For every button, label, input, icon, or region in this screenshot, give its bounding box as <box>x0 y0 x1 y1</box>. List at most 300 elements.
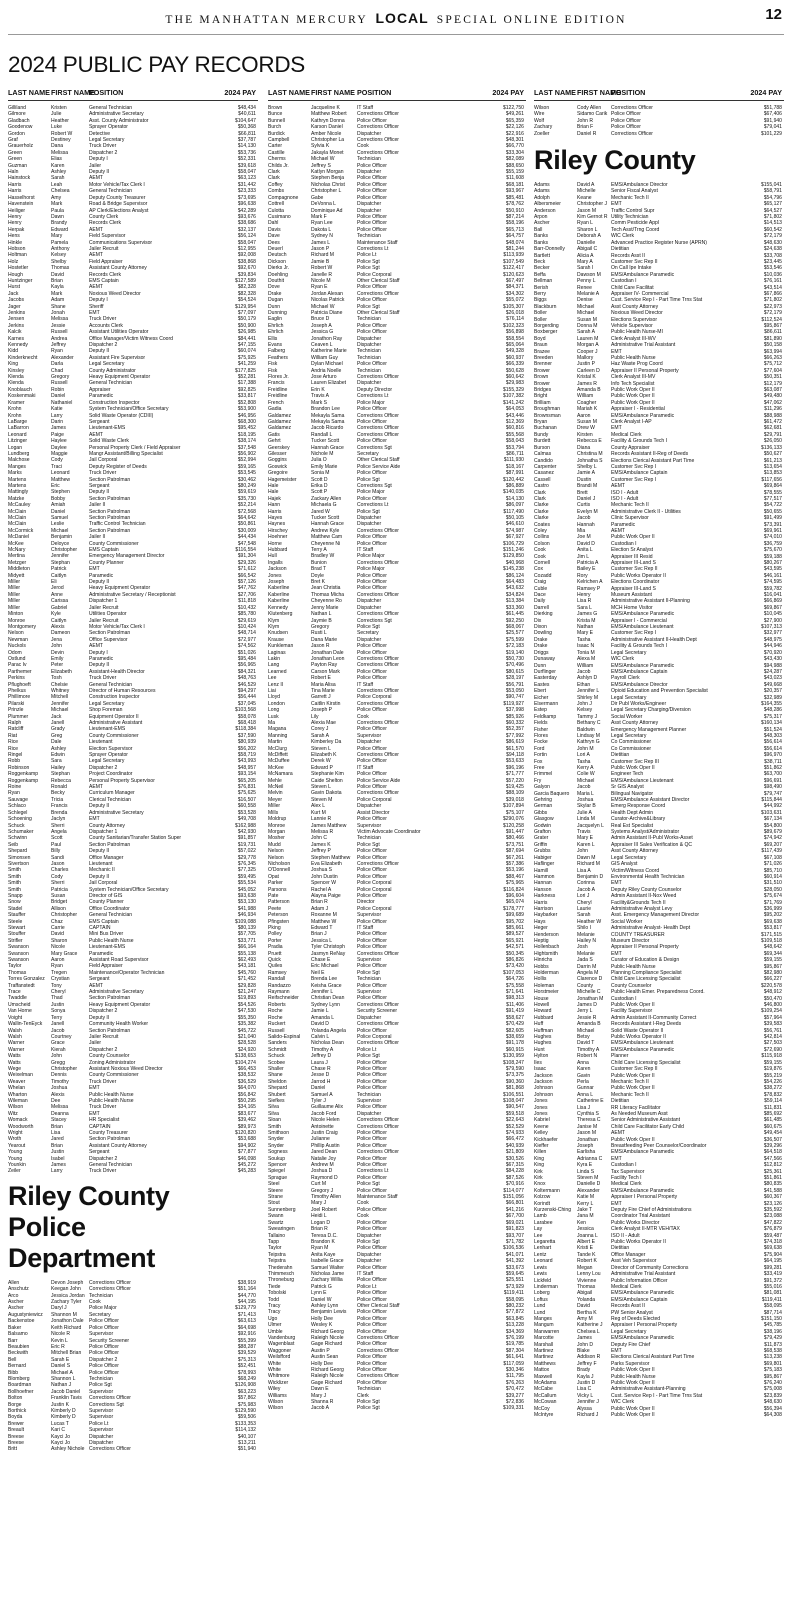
pay: $56,902 <box>237 450 256 457</box>
pay: $42,814 <box>763 1034 782 1041</box>
last-name: Jones <box>268 572 282 579</box>
position: CAPTAIN <box>89 925 111 931</box>
position: Appraiser II Personal Property <box>611 944 679 951</box>
pay: $73,375 <box>505 1072 524 1079</box>
first-name: Melanie <box>577 931 595 938</box>
first-name: Daniel R <box>577 130 597 137</box>
first-name: Kyle <box>51 611 61 618</box>
position: Dispatcher <box>357 598 382 605</box>
pay: $58,047 <box>237 239 256 246</box>
position: Admin Assistant II-Nox Weed <box>611 893 677 900</box>
first-name: Billy <box>51 848 61 855</box>
last-name: Boller <box>534 310 547 317</box>
position: Police Officer <box>357 1277 387 1284</box>
last-name: Backenstoe <box>8 1318 35 1325</box>
last-name: McCormick <box>8 527 34 534</box>
first-name: Matthew <box>51 476 71 483</box>
last-name: Gadia <box>268 406 282 413</box>
last-name: Quiles <box>268 963 283 970</box>
masthead-edition: SPECIAL ONLINE EDITION <box>436 14 627 26</box>
position: Public Health Nurse <box>89 1097 134 1104</box>
first-name: Joe M <box>577 534 591 541</box>
position: Dispatcher <box>357 803 382 810</box>
pay: $40,107 <box>237 1433 256 1440</box>
pay: $26,985 <box>237 329 256 336</box>
first-name: Sarah <box>577 912 591 919</box>
first-name: Lisa C <box>577 1386 592 1393</box>
last-name: Strifler <box>8 937 23 944</box>
first-name: Adam <box>51 297 65 304</box>
first-name: Christopher <box>51 912 78 919</box>
last-name: Graf <box>8 137 18 144</box>
last-name: Buchanan <box>534 425 557 432</box>
last-name: Gilesser <box>268 450 287 457</box>
first-name: Vivienne <box>577 1277 597 1284</box>
position: Office Manager/Victim Witness Coord <box>89 335 173 342</box>
position: EMS/Ambulance Captain <box>611 668 668 675</box>
last-name: Clark <box>534 489 546 496</box>
position: Field Supervisor <box>89 233 126 240</box>
last-name: Porter <box>268 937 282 944</box>
first-name: Travis <box>577 829 591 836</box>
last-name: Nelson <box>268 848 284 855</box>
position: Emergency Management Director <box>89 553 165 560</box>
pay: $44,992 <box>763 803 782 810</box>
pay: $80,249 <box>237 482 256 489</box>
pay: $80,835 <box>763 1181 782 1188</box>
first-name: Michael A <box>51 1369 73 1376</box>
pay: $67,134 <box>763 816 782 823</box>
first-name: Melissa <box>51 149 69 156</box>
first-name: Christopher <box>51 547 78 554</box>
last-name: Collins <box>534 534 550 541</box>
first-name: Drew W <box>577 425 595 432</box>
pay: $53,546 <box>763 265 782 272</box>
last-name: Galdamez <box>268 412 292 419</box>
position: Equipment Operator II <box>89 713 139 720</box>
pay: $24,638 <box>763 246 782 253</box>
position: General Technician <box>89 681 133 688</box>
pay: $76,831 <box>237 784 256 791</box>
first-name: Jonathan Leon <box>311 655 345 662</box>
position: Administrative Trial Assistant <box>611 1271 676 1278</box>
pay: $11,873 <box>764 1341 782 1348</box>
pay: $48,303 <box>763 732 782 739</box>
pay: $162,988 <box>234 822 256 829</box>
position: Corrections Officer <box>357 655 399 662</box>
pay: $120,623 <box>502 271 524 278</box>
last-name: Wilson <box>268 1405 284 1412</box>
first-name: Kari C <box>51 1427 66 1434</box>
pay: $66,227 <box>763 976 782 983</box>
last-name: Bundy <box>534 431 549 438</box>
first-name: Jaclyn <box>51 816 66 823</box>
last-name: Boyd <box>534 335 546 342</box>
first-name: Jeffrey F <box>577 1360 597 1367</box>
last-name: Kirk <box>534 1168 543 1175</box>
position: Police Officer <box>357 1322 387 1329</box>
last-name: Coffey <box>268 181 283 188</box>
first-name: Sara <box>51 758 62 765</box>
pay: $109,088 <box>234 918 256 925</box>
pay: $30,009 <box>237 527 256 534</box>
first-name: Jennifer L <box>311 989 334 996</box>
first-name: Alexis <box>51 623 65 630</box>
last-name: Clark <box>268 169 280 176</box>
first-name: Garrett J <box>311 694 331 701</box>
pay: $103,568 <box>234 707 256 714</box>
first-name: Anne <box>51 591 63 598</box>
pay: $61,570 <box>505 745 524 752</box>
position: ISO I - Adult <box>611 489 639 496</box>
first-name: Leah <box>51 181 63 188</box>
pay: $16,507 <box>237 796 256 803</box>
header-last-name: LAST NAME <box>268 88 310 97</box>
pay: $55,159 <box>505 169 524 176</box>
position: Child Care Facilitat <box>611 284 654 291</box>
first-name: Katie <box>51 406 63 413</box>
last-name: Metzger <box>8 559 27 566</box>
last-name: Woodworth <box>8 1123 34 1130</box>
last-name: Sivertson <box>8 860 30 867</box>
position: Police Officer <box>357 668 387 675</box>
position: Police Officer <box>357 585 387 592</box>
position: Truck Driver <box>89 1104 117 1111</box>
position: Election Supervisor <box>89 745 133 752</box>
first-name: Kyra E <box>577 1162 593 1169</box>
first-name: Jose Arturo <box>311 374 337 381</box>
pay: $56,791 <box>505 681 524 688</box>
position: Dispatcher <box>89 1433 114 1440</box>
pay: $116,824 <box>503 886 524 893</box>
last-name: Eastes <box>534 681 550 688</box>
position: Payroll Clerk <box>611 675 640 682</box>
pay: $10,036 <box>763 271 782 278</box>
pay: $96,196 <box>505 764 524 771</box>
first-name: Raymond D <box>311 1174 338 1181</box>
first-name: Robert E <box>311 675 331 682</box>
pay: $48,630 <box>763 239 782 246</box>
last-name: Robinson <box>8 764 30 771</box>
position: Corrections Officer <box>357 1149 399 1156</box>
last-name: Stadel <box>8 905 23 912</box>
position: Supervisor <box>357 822 382 829</box>
pay: $151,150 <box>760 1315 782 1322</box>
pay: $30,526 <box>505 1155 524 1162</box>
first-name: Danielle <box>577 239 596 246</box>
position: Custodian I <box>611 1162 637 1169</box>
first-name: Gage Richard <box>311 1341 343 1348</box>
last-name: Kidd <box>8 348 19 355</box>
last-name: Newman <box>8 636 28 643</box>
position: Records Clerk <box>89 271 121 278</box>
position: IT Staff <box>357 764 374 771</box>
last-name: Fox <box>534 758 543 765</box>
position: Cook <box>357 1200 369 1207</box>
position: Police Sgt <box>357 1405 380 1412</box>
position: Corrections Officer <box>357 1040 399 1047</box>
pay: $13,853 <box>763 470 782 477</box>
first-name: Courtney <box>51 1033 72 1040</box>
last-name: Grafton <box>534 829 551 836</box>
pay: $92,916 <box>237 1331 256 1338</box>
position: AEMT <box>89 982 104 989</box>
first-name: Julie A <box>577 809 592 816</box>
last-name: Clarke <box>534 502 549 509</box>
position: Solid Waste Clerk <box>89 438 129 445</box>
pay: $77,872 <box>505 1309 524 1316</box>
position: Deputy I <box>89 297 108 304</box>
first-name: Gabriel <box>51 604 68 611</box>
last-name: McAdams <box>534 1380 557 1386</box>
pay: $57,964 <box>763 1014 782 1021</box>
first-name: Daniel W <box>311 1296 332 1303</box>
pay: $103,631 <box>760 809 782 816</box>
position: EMS/Ambulance Paramedic <box>611 611 675 618</box>
pay: $64,195 <box>763 1258 782 1265</box>
last-name: Compagnone <box>268 194 299 201</box>
pay: $118,384 <box>235 726 256 733</box>
position: Supervisor <box>89 1414 114 1421</box>
last-name: Siefkes <box>268 1097 285 1104</box>
position: WIC Clerk <box>611 233 634 240</box>
position: Police Officer <box>89 1318 119 1325</box>
position: Corrections Officer <box>357 111 399 118</box>
last-name: McDuffee <box>268 758 290 765</box>
position: Technician <box>357 1091 381 1098</box>
pay: $65,074 <box>505 899 524 906</box>
last-name: Kieffer <box>534 1142 549 1149</box>
last-name: Twaddle <box>8 995 27 1002</box>
last-name: Fry <box>534 777 542 784</box>
position: Co Commissioner <box>611 739 652 746</box>
pay: $43,430 <box>763 656 782 663</box>
position: Corrections Officer <box>357 290 399 297</box>
position: Motor Vehicle/Tax Clerk I <box>89 623 145 630</box>
first-name: Elizabeth <box>51 668 72 675</box>
last-name: Klym <box>268 623 280 630</box>
position: IT Staff <box>357 105 374 111</box>
last-name: Henry <box>8 220 22 227</box>
position: Police Lt <box>357 1283 377 1290</box>
header-last-name: LAST NAME <box>534 88 576 97</box>
last-name: Lickfeld <box>534 1277 552 1284</box>
pay: $51,026 <box>237 649 256 656</box>
pay: $57,862 <box>237 1395 256 1402</box>
pay: $49,480 <box>763 393 782 400</box>
pay: $23,445 <box>763 258 782 265</box>
position: Dispatcher <box>357 201 382 208</box>
last-name: McCallum <box>534 1392 557 1399</box>
position: Police Officer <box>357 1155 387 1162</box>
last-name: Clarke <box>534 508 549 515</box>
first-name: Payton Ray <box>311 662 338 669</box>
last-name: Strane <box>268 1194 283 1201</box>
pay: $88,287 <box>237 1343 256 1350</box>
first-name: Janell <box>51 720 65 726</box>
last-name: Gehring <box>534 797 552 804</box>
position: Police Service Aide <box>357 463 401 470</box>
first-name: Jamie L <box>311 1008 329 1015</box>
last-name: Geerskey <box>268 444 290 451</box>
masthead-title <box>8 10 784 26</box>
last-name: Krause <box>268 636 284 643</box>
position: Police Officer <box>357 175 387 182</box>
last-name: Miller <box>8 591 21 598</box>
position: Public Work Oper II <box>611 1002 655 1009</box>
last-name: Bunce <box>268 111 283 118</box>
first-name: Amiah <box>51 502 66 509</box>
pay: $65,205 <box>237 777 256 784</box>
header-position: POSITION <box>89 88 124 97</box>
last-name: Brazee <box>534 348 550 355</box>
position: Corrections Officer <box>357 611 399 618</box>
position: AEMT <box>89 252 104 259</box>
position: Assistant Utilities Operator <box>89 329 149 336</box>
last-name: Mosher <box>268 835 285 842</box>
position: Police Officer <box>357 284 387 291</box>
last-name: Ellis <box>268 335 278 342</box>
pay: $95,867 <box>763 963 782 970</box>
header-position: POSITION <box>611 88 646 97</box>
position: Police Sgt <box>357 623 380 630</box>
first-name: Kristal K <box>577 374 596 381</box>
position: Clinic Supervisor <box>611 515 649 522</box>
last-name: Cook <box>534 553 546 560</box>
position: Custodian I <box>611 995 637 1002</box>
pay: $53,130 <box>237 899 256 906</box>
last-name: Snapp <box>8 892 23 899</box>
pay: $220,578 <box>760 982 782 989</box>
last-name: Hubbard <box>534 1014 554 1021</box>
position: Section Patrolman <box>89 1027 131 1034</box>
first-name: Anna <box>577 1059 589 1066</box>
position: Asst Veh Supervisor <box>611 1258 657 1265</box>
pay: $36,999 <box>763 905 782 912</box>
pay: $29,983 <box>505 380 524 387</box>
pay: $41,988 <box>237 905 256 912</box>
last-name: Manges <box>8 463 26 470</box>
position: County Sanitarian/Transfer Station Super <box>89 835 182 842</box>
first-name: Mark <box>51 290 63 297</box>
first-name: Jared <box>51 1136 64 1143</box>
first-name: Teresa D.C. <box>311 1232 338 1239</box>
last-name: Minton <box>8 611 24 618</box>
position: Corrections Lt <box>357 393 389 400</box>
last-name: Wilson <box>268 1399 284 1406</box>
pay: $76,263 <box>505 1379 524 1386</box>
last-name: Clark <box>268 175 280 182</box>
last-name: Arco <box>8 1292 19 1299</box>
last-name: Waggoner <box>268 1347 292 1354</box>
position: Public Work Oper II <box>611 1367 655 1374</box>
position: Police Officer <box>357 361 387 368</box>
pay: $24,287 <box>763 668 782 675</box>
last-name: Mills <box>268 809 279 816</box>
first-name: Justin Craig <box>311 1130 338 1136</box>
pay: $80,615 <box>505 668 524 675</box>
position: Public Health Emer. Preparedness Coord. <box>611 989 705 996</box>
position: Supervisor <box>89 1331 114 1338</box>
first-name: Hailey <box>51 764 66 771</box>
last-name: Daily <box>534 598 546 605</box>
position: Police Officer <box>357 726 387 733</box>
pay: $48,642 <box>763 944 782 951</box>
position: Corrections Officer <box>357 149 399 156</box>
position: CAPTAIN <box>89 1123 111 1130</box>
pay: $86,711 <box>506 450 524 457</box>
position: Police Officer <box>357 963 387 970</box>
first-name: Sara L <box>577 604 592 611</box>
position: Dispatcher 2 <box>89 764 118 771</box>
position: Dispatcher <box>357 169 382 176</box>
pay: $39,618 <box>237 162 256 169</box>
position: Truck Driver <box>89 143 117 150</box>
pay: $53,794 <box>505 444 524 451</box>
position: Cust. Service Rep I - Part Time Trns Stat <box>611 297 703 304</box>
pay: $56,842 <box>237 1091 256 1098</box>
first-name: John <box>577 848 588 855</box>
pay: $58,196 <box>505 220 524 227</box>
last-name: Ugo <box>268 1315 278 1322</box>
last-name: Plummer <box>8 713 29 720</box>
last-name: Jones <box>534 1110 548 1117</box>
first-name: Denise <box>577 297 593 304</box>
pay: $86,124 <box>505 572 524 579</box>
first-name: Elizabeth K <box>311 752 337 759</box>
first-name: James D <box>577 1002 597 1009</box>
last-name: Wege <box>8 1065 22 1072</box>
last-name: Koskenmaki <box>8 393 36 400</box>
position: IT Staff <box>357 925 374 931</box>
last-name: Flores Jr. <box>268 374 289 381</box>
pay: $107,549 <box>502 258 524 265</box>
pay: $50,655 <box>763 508 782 515</box>
last-name: Parsons <box>268 886 287 893</box>
first-name: Nicholas Jame <box>311 1270 345 1277</box>
pay: $91,940 <box>763 117 782 124</box>
last-name: Odom <box>8 649 22 656</box>
position: Community Health Worker <box>89 1021 149 1028</box>
first-name: Caitlin Kirstin <box>311 700 341 707</box>
first-name: Eva Elizabeth <box>311 860 342 867</box>
first-name: Emily <box>51 655 64 662</box>
position: General Technician <box>89 1162 133 1169</box>
position: Police Major <box>357 399 385 406</box>
first-name: Dee <box>51 1097 61 1104</box>
first-name: Jason M <box>577 1130 597 1137</box>
pay: $57,022 <box>237 848 256 855</box>
position: Police Officer <box>357 322 387 329</box>
first-name: David D <box>311 1021 329 1028</box>
pay: $63,994 <box>763 348 782 355</box>
position: Police Sgt <box>357 476 380 483</box>
position: EMS/Ambulance Paramedic <box>611 412 675 419</box>
position: Assistant County Attorney <box>89 265 147 272</box>
position: Deputy Director <box>357 386 393 393</box>
last-name: Burdick <box>268 130 285 137</box>
position: Curator-Archive&Library <box>611 816 666 823</box>
pay: $171,515 <box>760 931 782 938</box>
position: Police Corporal <box>357 880 392 887</box>
pay: $39,834 <box>237 271 256 278</box>
last-name: Green <box>8 156 23 163</box>
pay: $81,244 <box>505 245 524 252</box>
first-name: Kristen <box>51 105 67 111</box>
position: Police Officer <box>357 1065 387 1072</box>
first-name: Joanna L <box>577 1232 598 1239</box>
first-name: Darrin M <box>577 963 597 970</box>
